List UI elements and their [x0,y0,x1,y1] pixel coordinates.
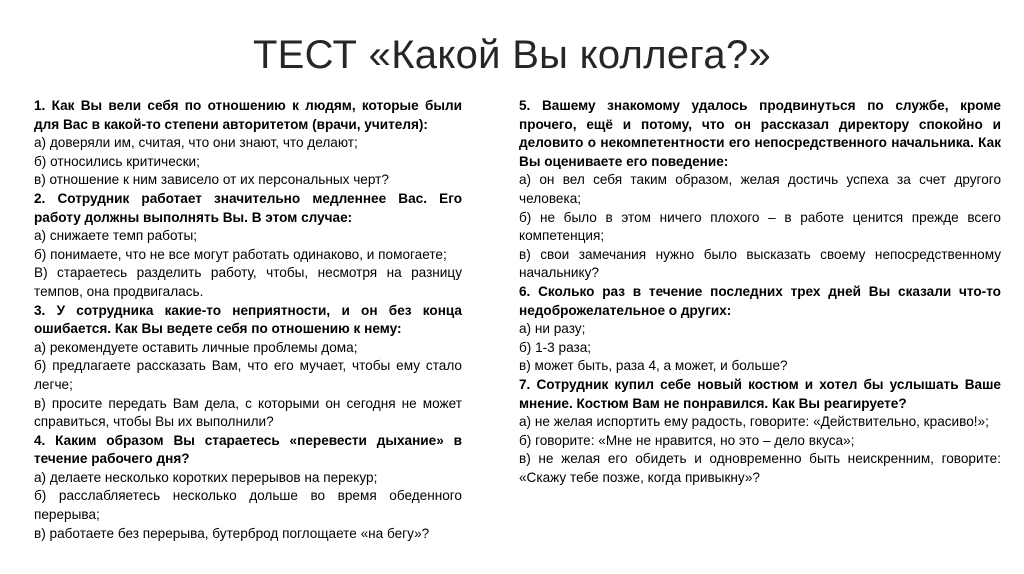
question-6 [519,283,1001,376]
answer-option: в) свои замечания нужно было высказать своему непосредственному начальнику? [519,246,1001,281]
question-2 [34,190,462,302]
answer-option: а) не желая испортить ему радость, говорите: «Действительно, красиво!»; [519,414,989,430]
answer-option: в) может быть, раза 4, а может, и больше? [519,358,788,374]
answer-option: б) 1-3 раза; [519,339,592,355]
answer-option: б) говорите: «Мне не нравится, но это – дело вкуса»; [519,432,855,448]
question-5 [519,97,1001,283]
answer-option: а) ни разу; [519,321,586,337]
answer-option: а) доверяли им, считая, что они знают, что делают; [34,135,358,151]
question-4 [34,432,462,544]
answer-option: б) расслабляетесь несколько дольше во время обеденного перерыва; [34,488,462,523]
answer-option: в) работаете без перерыва, бутерброд поглощаете «на бегу»? [34,525,430,541]
answer-option: а) снижаете темп работы; [34,228,197,244]
answer-option: В) стараетесь разделить работу, чтобы, несмотря на разницу темпов, она продвигалась. [34,265,462,299]
answer-option: б) понимаете, что не все могут работать одинаково, и помогаете; [34,246,447,262]
question-text: 4. Каким образом Вы стараетесь «перевести дыхание» в течение рабочего дня? [34,432,462,467]
right-column [519,97,1001,487]
answer-option: б) не было в этом ничего плохого – в работе ценится прежде всего компетенция; [519,209,1001,244]
answer-option: в) отношение к ним зависело от их персональных черт? [34,172,389,188]
question-text: 6. Сколько раз в течение последних трех дней Вы сказали что-то недоброжелательное о других: [519,283,1001,318]
question-text: 1. Как Вы вели себя по отношению к людям, которые были для Вас в какой-то степени авторитетом (врачи, учителя): [34,98,462,132]
answer-option: в) просите передать Вам дела, с которыми он сегодня не может справиться, чтобы Вы их выполнили? [34,395,462,430]
left-column [34,97,462,543]
question-text: 2. Сотрудник работает значительно медленнее Вас. Его работу должны выполнять Вы. В этом случае: [34,190,462,225]
question-text: 3. У сотрудника какие-то неприятности, и он без конца ошибается. Как Вы ведете себя по отношению к нему: [34,302,462,337]
answer-option: в) не желая его обидеть и одновременно быть неискренним, говорите: «Скажу тебе позже, когда привыкну»? [519,451,1001,485]
question-1 [34,97,462,190]
question-3 [34,302,462,432]
answer-option: а) он вел себя таким образом, желая достичь успеха за счет другого человека; [519,172,1001,206]
answer-option: а) делаете несколько коротких перерывов на перекур; [34,469,378,485]
question-7 [519,376,1001,488]
answer-option: б) предлагаете рассказать Вам, что его мучает, чтобы ему стало легче; [34,358,462,392]
answer-option: а) рекомендуете оставить личные проблемы дома; [34,339,358,355]
question-text: 7. Сотрудник купил себе новый костюм и хотел бы услышать Ваше мнение. Костюм Вам не понравился. Как Вы реагируете? [519,376,1001,411]
question-text: 5. Вашему знакомому удалось продвинуться по службе, кроме прочего, ещё и потому, что он рассказал директору спокойно и деловито о некомпетентности его непосредственного начальника. Как Вы оцениваете его поведение: [519,98,1001,169]
slide-title: ТЕСТ «Какой Вы коллега?» [252,33,772,77]
answer-option: б) относились критически; [34,153,200,169]
